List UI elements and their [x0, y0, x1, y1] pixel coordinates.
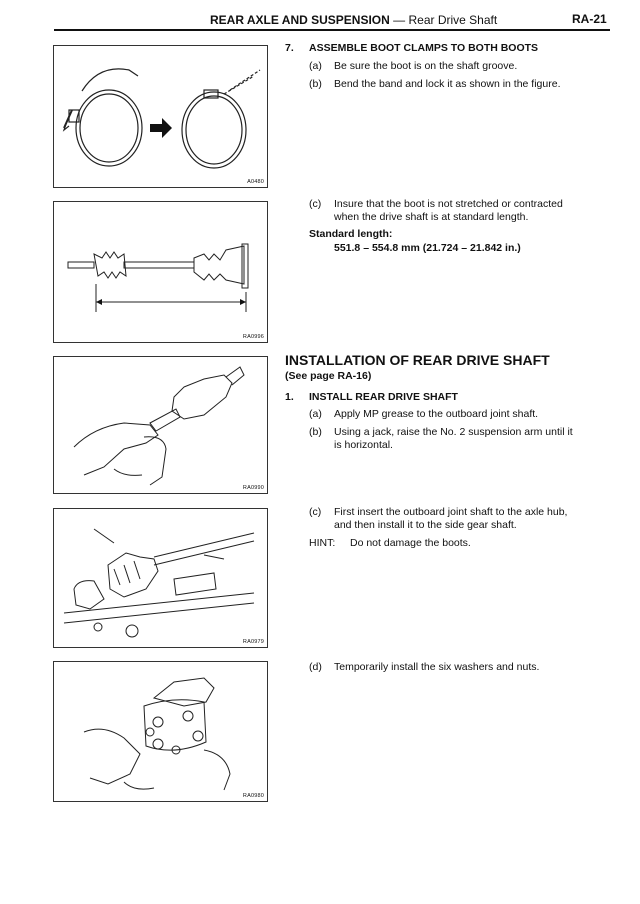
step7-b-label: (b) — [309, 78, 322, 90]
step7-c-line1: Insure that the boot is not stretched or contracted — [334, 198, 563, 210]
page-number: RA-21 — [572, 12, 607, 26]
step7-c-line2: when the drive shaft is at standard length. — [334, 211, 529, 223]
step7-a-text: Be sure the boot is on the shaft groove. — [334, 60, 518, 72]
step7-c-label: (c) — [309, 198, 322, 210]
figure-code: RA0979 — [242, 639, 264, 645]
grease-illustration — [54, 357, 267, 493]
figure-code: RA0980 — [242, 793, 264, 799]
installation-title: INSTALLATION OF REAR DRIVE SHAFT — [285, 352, 550, 368]
install-a-label: (a) — [309, 408, 322, 420]
figure-washers-nuts — [53, 661, 268, 802]
figure-insert-shaft — [53, 508, 268, 648]
figure-code: RA0996 — [242, 334, 264, 340]
step7-a-label: (a) — [309, 60, 322, 72]
install-b-line2: is horizontal. — [334, 439, 393, 451]
installation-see-page: (See page RA-16) — [285, 370, 372, 382]
figure-code: A0480 — [247, 179, 264, 185]
header-subtitle: — Rear Drive Shaft — [389, 13, 498, 27]
install-c-line2: and then install it to the side gear shaft. — [334, 519, 517, 531]
step1-number: 1. — [285, 391, 294, 403]
step1-title: INSTALL REAR DRIVE SHAFT — [309, 391, 458, 403]
header-rule — [54, 29, 610, 31]
figure-boot-clamps — [53, 45, 268, 188]
hint-label: HINT: — [309, 537, 336, 549]
install-c-line1: First insert the outboard joint shaft to the axle hub, — [334, 506, 568, 518]
step7-number: 7. — [285, 42, 294, 54]
figure-drive-shaft-length — [53, 201, 268, 343]
hint-text: Do not damage the boots. — [350, 537, 471, 549]
washers-nuts-illustration — [54, 662, 267, 801]
install-d-label: (d) — [309, 661, 322, 673]
header-title — [210, 13, 497, 27]
standard-length-label: Standard length: — [309, 228, 393, 240]
step7-title: ASSEMBLE BOOT CLAMPS TO BOTH BOOTS — [309, 42, 539, 54]
axle-hub-illustration — [54, 509, 267, 647]
step7-b-text: Bend the band and lock it as shown in the figure. — [334, 78, 561, 90]
header-section: REAR AXLE AND SUSPENSION — [210, 13, 390, 27]
install-a-text: Apply MP grease to the outboard joint shaft. — [334, 408, 539, 420]
drive-shaft-illustration — [54, 202, 267, 342]
install-c-label: (c) — [309, 506, 322, 518]
boot-clamp-illustration — [54, 46, 267, 187]
standard-length-value: 551.8 – 554.8 mm (21.724 – 21.842 in.) — [334, 242, 521, 254]
install-b-label: (b) — [309, 426, 322, 438]
figure-apply-grease — [53, 356, 268, 494]
install-b-line1: Using a jack, raise the No. 2 suspension arm until it — [334, 426, 573, 438]
figure-code: RA0990 — [242, 485, 264, 491]
install-d-text: Temporarily install the six washers and nuts. — [334, 661, 540, 673]
